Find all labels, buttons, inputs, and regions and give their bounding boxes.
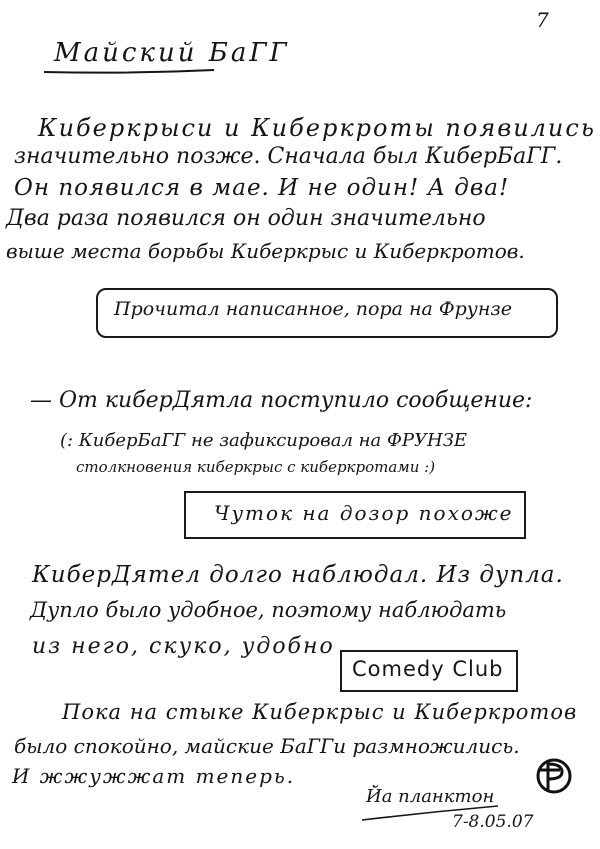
signature-name: Йа планктон xyxy=(366,786,495,807)
note2-text: Чуток на дозор похоже xyxy=(214,501,514,525)
message-line1: — От киберДятла поступило сообщение: xyxy=(30,388,533,413)
paragraph1-line4: Два раза появился он один значительно xyxy=(6,206,486,231)
paragraph3-line3: И жжужжат теперь. xyxy=(12,764,296,788)
title: Майский БаГГ xyxy=(54,38,290,68)
paragraph1-line2: значительно позже. Сначала был КиберБаГГ. xyxy=(14,144,563,169)
paragraph2-line3: из него, скуко, удобно xyxy=(32,634,335,659)
paragraph1-line1: Киберкрыси и Киберкроты появились xyxy=(38,114,596,142)
paragraph1-line5: выше места борьбы Киберкрыс и Киберкротов. xyxy=(6,239,525,263)
paragraph2-line1: КиберДятел долго наблюдал. Из дупла. xyxy=(32,562,564,588)
note1-text: Прочитал написанное, пора на Фрунзе xyxy=(114,298,512,320)
page-number: 7 xyxy=(536,8,550,32)
paragraph1-line3: Он появился в мае. И не один! А два! xyxy=(14,175,510,201)
paragraph3-line1: Пока на стыке Киберкрыс и Киберкротов xyxy=(62,700,578,724)
paragraph3-line2: было спокойно, майские БаГГи размножились. xyxy=(14,734,520,758)
comedy-label: Comedy Club xyxy=(352,657,504,681)
message-line3: столкновения киберкрыс с киберкротами :) xyxy=(76,458,436,476)
signature-date: 7-8.05.07 xyxy=(452,812,534,832)
message-line2: (: КиберБаГГ не зафиксировал на ФРУНЗЕ xyxy=(60,430,468,451)
paragraph2-line2: Дупло было удобное, поэтому наблюдать xyxy=(30,598,507,622)
